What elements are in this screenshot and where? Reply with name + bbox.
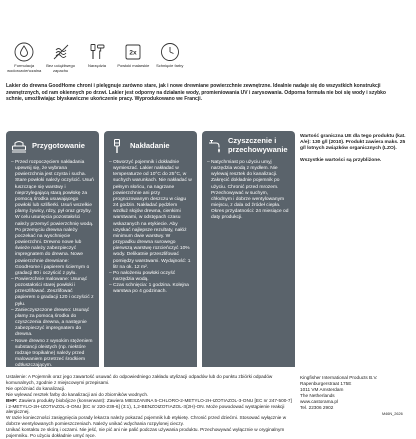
list-item: – Przed rozpoczęciem nakładania upewnij się, że wybrana powierzchnia jest czysta i sucha. Stare powłoki należy oczyścić. Usuń łuszczące się warstwy i nieprzylegającą starą powłokę za pomocą środka usuwającego powłoki lub szlifierki. Usuń wszelkie plamy żywicy, rdzy, pył oraz grzyby. W celu usunięcia pozostałości należy przemyć powierzchnię wodą. Po przemyciu drewna należy poczekać na wyschnięcie powierzchni. Drewno nowe lub świeże należy zabezpieczyć impregnatem do drewna. Nowe powierzchnie drewniane: GoodHome i papierem ściernym o gradacji 80 i oczyścić z pyłu. <box>11 160 94 277</box>
double-coat-icon <box>123 42 143 62</box>
application-card <box>104 131 197 367</box>
list-item: – Zanieczyszczone drewno: Usunąć plamy za pomocą środka do czyszczenia drewna, a następnie zabezpieczyć impregnatem do drewna. <box>11 308 94 339</box>
tap-water-icon <box>207 138 223 154</box>
product-description: Lakier do drewna GoodHome chroni i pielęgnuje zarówno stare, jak i nowe drewniane powierzchnie zewnętrzne. Idealnie nadaje się do wszystkich konstrukcji zewnętrznych, od ram okiennych po drzwi. Lakier jest odporny na działanie wody, promieniowania UV i zarysowania. Odporna formuła nie boi się wody i szybko schnie, umożliwiając błyskawiczne ukończenie pracy. Wyprodukowano we Francji. <box>6 83 386 103</box>
no-odor-icon <box>51 42 71 62</box>
card-list <box>207 160 290 222</box>
sanding-block-icon <box>11 138 27 154</box>
voc-limit-text: Wartość graniczna UE dla tego produktu (kat. A/e): 130 g/l (2010). Produkt zawiera maks. 25 g/l lotnych związków organicznych (LZO). <box>300 134 406 151</box>
bhp-block <box>6 398 292 416</box>
paint-brush-icon <box>109 138 125 154</box>
phone-line: Tel. 22306 2902 <box>300 404 334 410</box>
feature-label: Narzędzia <box>87 63 106 68</box>
safety-information <box>6 374 292 439</box>
feature-coats <box>115 42 151 73</box>
list-item: – Otworzyć pojemnik i dokładnie wymieszać. Lakier nakładać w temperaturze od 10°C do 25°C, w suchych warunkach. Nie nakładać w pełnym słońcu, na nagrzane powierzchnie ani przy prognozowanym deszczu w ciągu 24 godzin. Nakładać pędzlem wzdłuż słojów drewna, cienkimi warstwami, w odstępach czasu wskazanych na etykiecie. Aby uzyskać najlepsze rezultaty, nałóż minimum dwie warstwy. W przypadku drewna surowego pierwszą warstwę rozcieńczyć 10% wody. Delikatnie przeszlifować pomiędzy warstwami. Wydajność: 1 litr na ok. 12 m². <box>109 160 192 271</box>
card-header <box>109 136 192 156</box>
company-name: Kingfisher International Products B.V. <box>300 375 378 380</box>
water-warning-text: Nie wylewać resztek farby do kanalizacji ani do zbiorników wodnych. <box>6 391 149 397</box>
preparation-card <box>6 131 99 367</box>
feature-water-based <box>6 42 42 73</box>
card-title: Przygotowanie <box>32 140 85 150</box>
paint-drop-icon <box>14 42 34 62</box>
drain-warning-text: Nie opróżniać do kanalizacji. <box>6 385 66 391</box>
brush-roller-icon <box>87 42 107 62</box>
feature-drying <box>152 42 188 73</box>
feature-tools <box>79 42 115 73</box>
precautions-text: Unikać kontaktu ze skórą i oczami. Nie jeść, nie pić ani nie palić podczas używania produktu. Przechowywać wyłącznie w oryginalnym pojemniku. Po użyciu dokładnie umyć ręce. <box>6 427 285 439</box>
card-title: Nakładanie <box>130 140 170 150</box>
first-aid-text: W razie konieczności zasięgnięcia porady lekarza należy pokazać pojemnik lub etykietę. Chronić przed dziećmi. Stosować wyłącznie w dobrze wentylowanych pomieszczeniach. Należy unikać wdychania rozpylonej cieczy. <box>6 415 287 427</box>
city-line: 1011 VM Amsterdam <box>300 386 344 392</box>
list-item: – Czas schnięcia: 1 godzina. Kolejna warstwa po 4 godzinach. <box>109 283 192 295</box>
country-line: The Netherlands <box>300 392 335 398</box>
drying-clock-icon <box>160 42 180 62</box>
label-code: M46N_2626 <box>382 412 403 416</box>
feature-icon-row <box>6 42 188 73</box>
street-line: Rapenburgerstraat 175E <box>300 380 352 386</box>
disposal-text: Ustalenie: A Pojemnik oraz jego zawartość usuwać do odpowiedniego zakładu utylizacji odpadów lub do punktu zbiórki odpadów komunalnych, zgodnie z miejscowymi przepisami. <box>6 374 273 385</box>
list-item: – Po nałożeniu powłoki oczyść narzędzia wodą. <box>109 271 192 283</box>
list-item: – Nowe drewno z wysokim stężeniem substancji oleistych (np. niektóre rodzaje tropikalne) należy przed malowaniem przetrzeć środkiem odtłuszczającym. <box>11 339 94 370</box>
card-header <box>207 136 290 156</box>
feature-low-odor <box>42 42 78 73</box>
feature-label: Formulacja wodorozcieńczalna <box>7 63 42 73</box>
list-item: – Powierzchnie malowane: Usunąć pozostałości starej powłoki i przeszlifować. Zeszlifować papierem o gradacji 120 i oczyścić z pyłu. <box>11 277 94 308</box>
feature-label: Powłoki malarskie <box>117 63 150 68</box>
list-item: – Natychmiast po użyciu umyj narzędzia wodą z mydłem. Nie wylewaj resztek do kanalizacji. Zakręcić dokładnie pojemnik po użyciu. Chronić przed mrozem. Przechowywać w suchym, chłodnym i dobrze wentylowanym miejscu, z dala od źródeł ciepła. Okres przydatności: 24 miesiące od daty produkcji. <box>207 160 290 222</box>
feature-label: Bez uciążliwego zapachu <box>46 63 75 73</box>
feature-label: Schnięcie farby <box>156 63 184 68</box>
company-address <box>300 375 410 410</box>
voc-note <box>300 134 410 169</box>
approximate-values-text: Wszystkie wartości są przybliżone. <box>300 157 382 163</box>
card-title: Czyszczenie i przechowywanie <box>228 136 288 154</box>
bhp-label: BHP: <box>6 397 18 403</box>
cleaning-storage-card <box>202 131 295 367</box>
card-header <box>11 136 94 156</box>
card-list <box>109 160 192 295</box>
website-line: www.castorama.pl <box>300 398 339 404</box>
double-coat-glyph: 2x <box>129 49 137 57</box>
card-list <box>11 160 94 369</box>
bhp-text: Zawiera produkty biobójcze (konserwant): Zawiera MIESZANINA 5-CHLORO-2-METYLO-2H-IZOTIAZOL-3-ONU [EC nr 247-500-7] i 2-METYLO-2H-IZOTIAZOL-3-ONU [EC nr 220-239-6] (3:1), 1,2-BENZOIZOTIAZOL-3(2H)-ON. Może powodować wystąpienie reakcji alergicznej. <box>6 397 292 415</box>
